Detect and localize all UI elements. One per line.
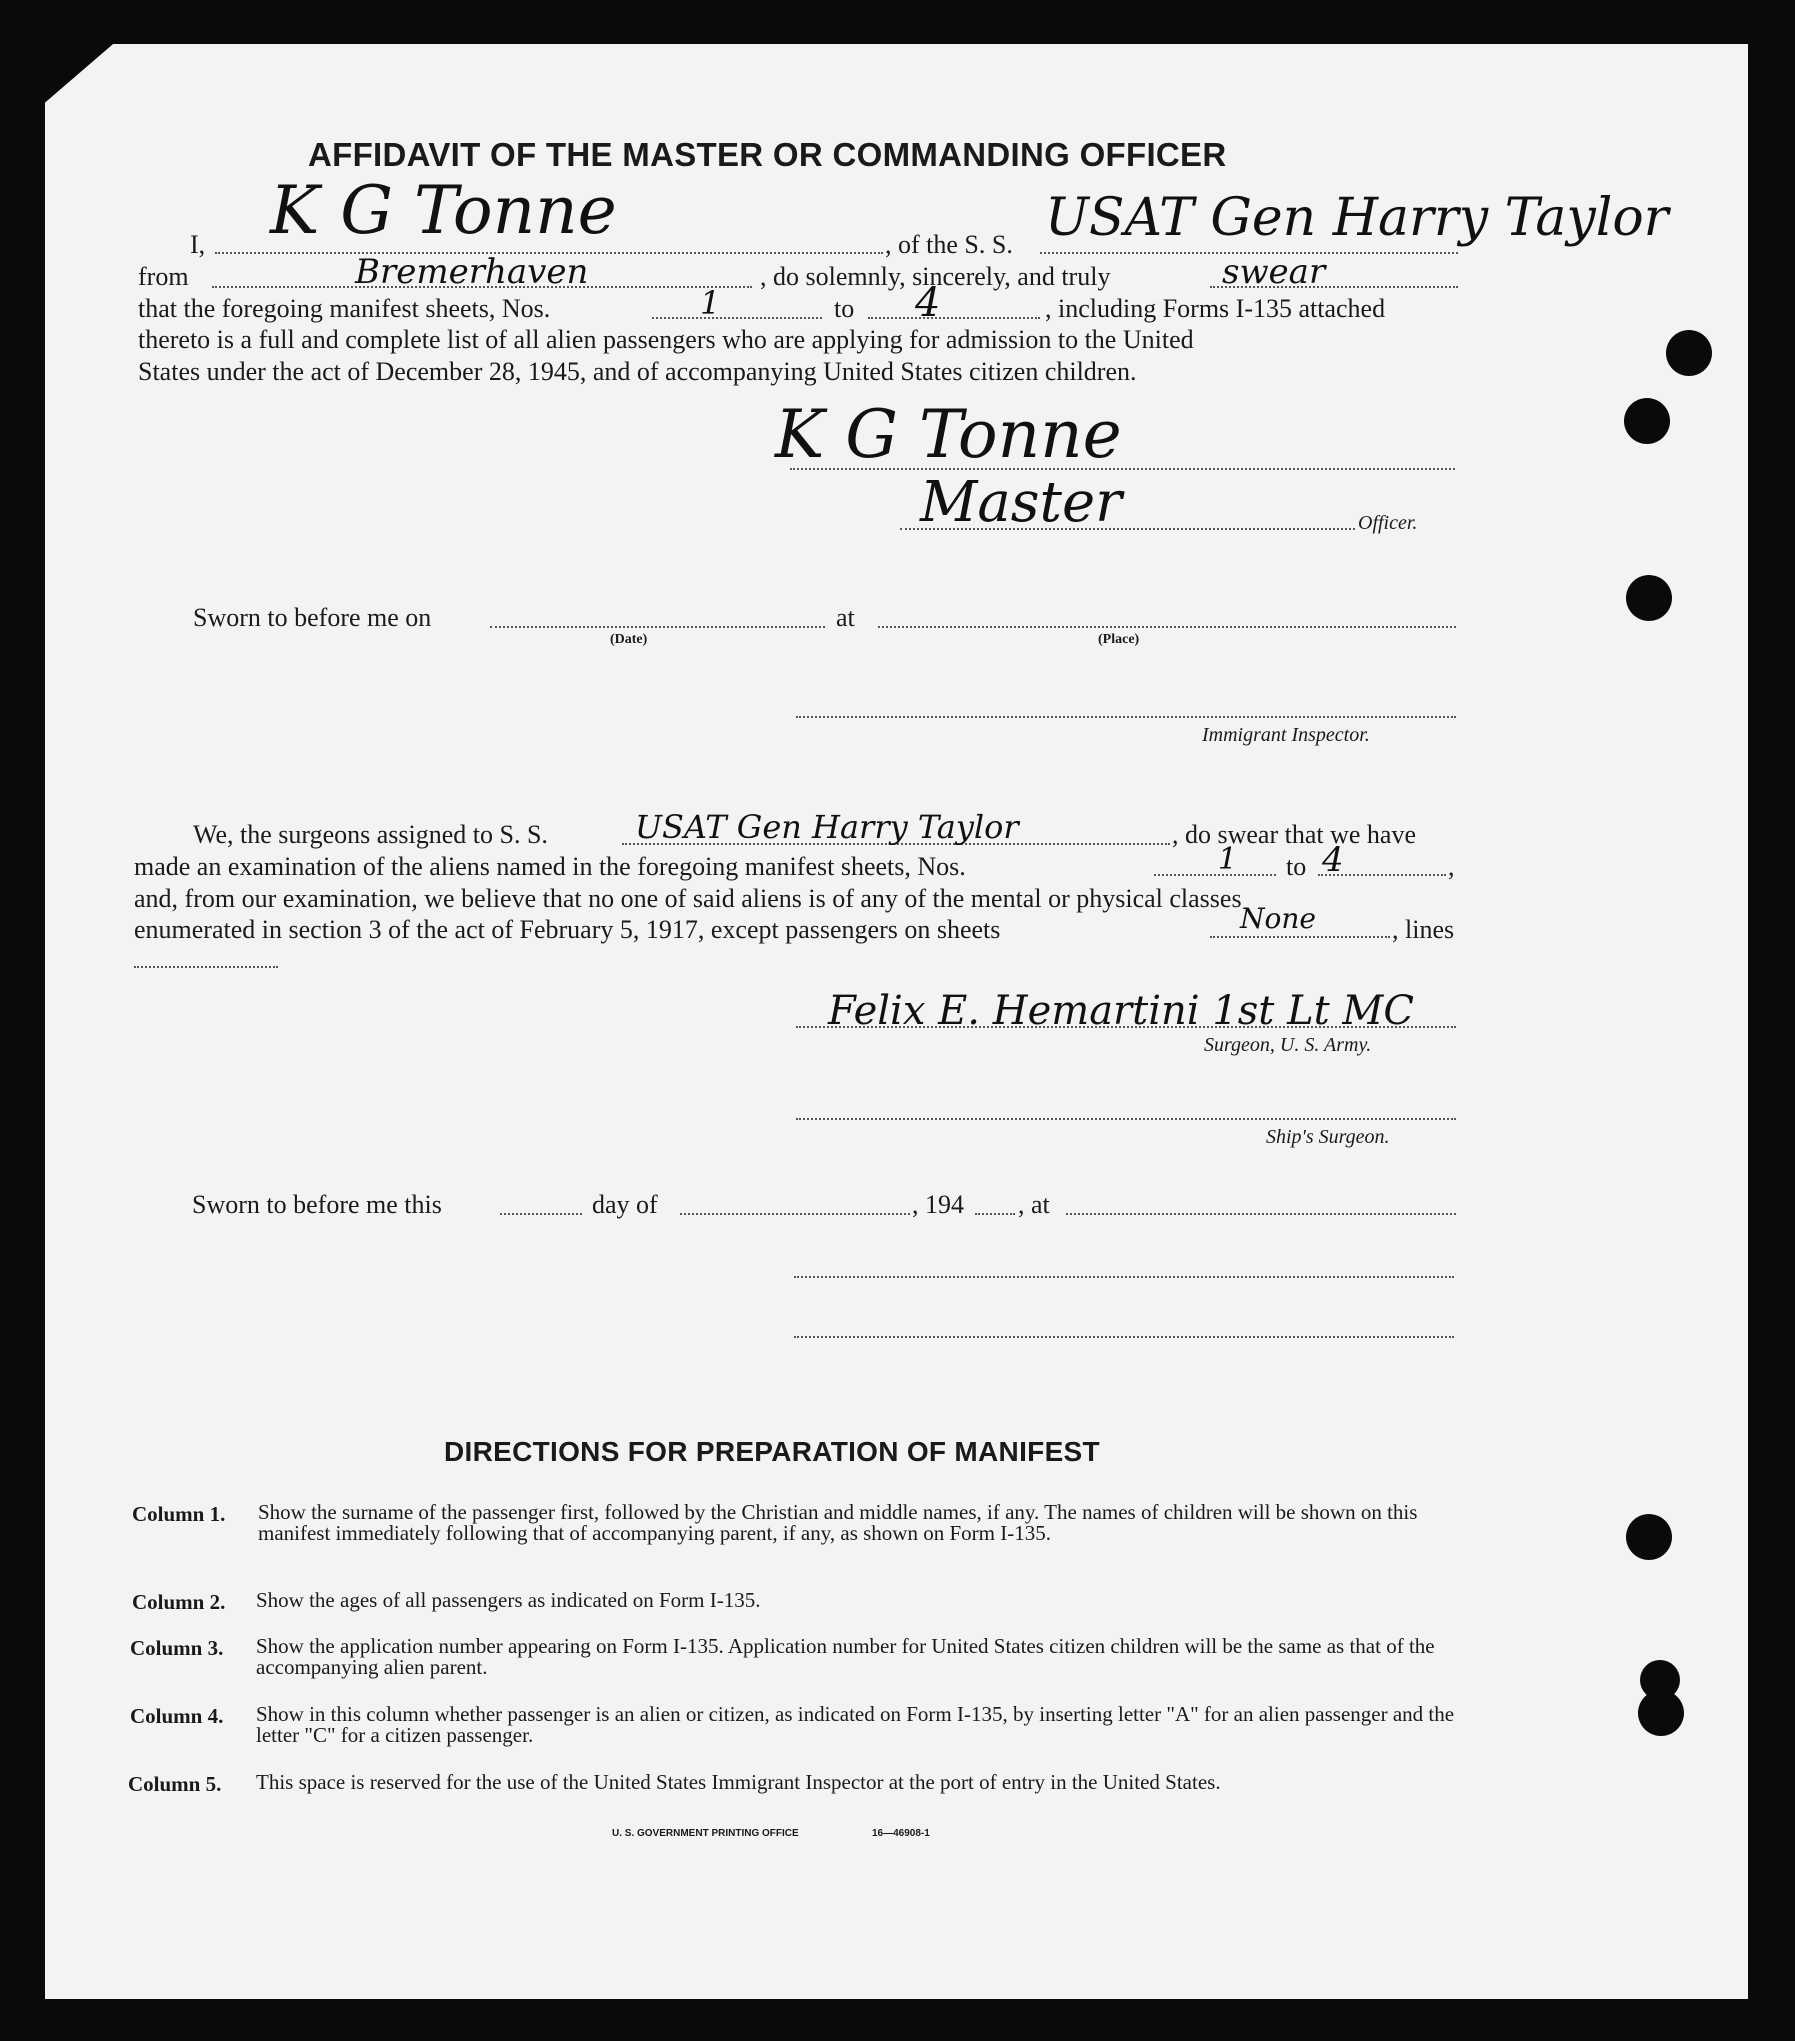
sworn-month-field xyxy=(680,1213,910,1215)
column-2-label: Column 2. xyxy=(132,1590,226,1614)
surgeon-army-label: Surgeon, U. S. Army. xyxy=(1204,1034,1372,1056)
surgeon-signature: Felix E. Hemartini 1st Lt MC xyxy=(828,988,1414,1034)
surgeons-line-1: We, the surgeons assigned to S. S. xyxy=(193,820,548,849)
surgeons-swear-label: , do swear that we have xyxy=(1172,820,1417,849)
directions-title: DIRECTIONS FOR PREPARATION OF MANIFEST xyxy=(444,1436,1100,1467)
ship-surgeon-line xyxy=(796,1118,1456,1120)
year-label: , 194 xyxy=(912,1190,964,1219)
except-sheets-handwriting: None xyxy=(1240,902,1316,935)
column-5-text: This space is reserved for the use of the United States Immigrant Inspector at the port of entry in the United States. xyxy=(256,1770,1221,1794)
sworn2-signature-line-1 xyxy=(794,1276,1454,1278)
surgeons-line-2: made an examination of the aliens named in the foregoing manifest sheets, Nos. xyxy=(134,852,966,881)
column-1-label: Column 1. xyxy=(132,1502,226,1526)
comma: , xyxy=(1448,852,1455,881)
from-port-handwriting: Bremerhaven xyxy=(355,252,589,292)
ship-surgeon-label: Ship's Surgeon. xyxy=(1266,1126,1390,1148)
inspector-signature-line xyxy=(796,716,1456,718)
i-label: I, xyxy=(190,230,206,259)
sworn2-place-field xyxy=(1066,1213,1456,1215)
ship-name-handwriting: USAT Gen Harry Taylor xyxy=(1045,188,1669,248)
sworn-at-label: at xyxy=(836,603,855,632)
lines-field xyxy=(134,966,278,968)
column-2-text: Show the ages of all passengers as indicated on Form I-135. xyxy=(256,1588,761,1612)
surgeons-sheet-from-field xyxy=(1154,874,1276,876)
manifest-sheets-label: that the foregoing manifest sheets, Nos. xyxy=(138,294,551,323)
forms-attached-label: , including Forms I-135 attached xyxy=(1045,294,1386,323)
column-4-text: Show in this column whether passenger is an alien or citizen, as indicated on Form I-135, by inserting letter "A" for an alien passenger and the letter "C" for a citizen passenger. xyxy=(256,1702,1455,1747)
lines-label: , lines xyxy=(1392,915,1455,944)
punch-hole xyxy=(1638,1690,1684,1736)
sworn2-at-label: , at xyxy=(1018,1190,1050,1219)
from-label: from xyxy=(138,262,189,291)
column-3-text: Show the application number appearing on Form I-135. Application number for United States citizen children will be the same as that of the accompanying alien parent. xyxy=(256,1634,1435,1679)
form-number: 16—46908-1 xyxy=(872,1828,930,1839)
date-caption: (Date) xyxy=(610,632,648,647)
sworn-label: Sworn to before me on xyxy=(193,603,432,632)
sheet-to-field xyxy=(868,317,1040,319)
sworn2-signature-line-2 xyxy=(794,1336,1454,1338)
column-5-label: Column 5. xyxy=(128,1772,222,1796)
place-caption: (Place) xyxy=(1098,632,1140,647)
surgeons-line-3: and, from our examination, we believe that no one of said aliens is of any of the mental or physical classes xyxy=(134,884,1242,913)
officer-label: Officer. xyxy=(1358,512,1418,534)
sworn-date-field xyxy=(490,626,825,628)
punch-hole xyxy=(1626,1514,1672,1560)
affidavit-title: AFFIDAVIT OF THE MASTER OR COMMANDING OFFICER xyxy=(308,136,1227,173)
column-1-text: Show the surname of the passenger first, followed by the Christian and middle names, if any. The names of children will be shown on this manifest immediately following that of accompanying parent, if any, as shown on Form I-135. xyxy=(258,1500,1418,1545)
master-name-handwriting: K G Tonne xyxy=(270,172,617,249)
sworn-this-label: Sworn to before me this xyxy=(192,1190,442,1219)
surgeons-sheet-to-handwriting: 4 xyxy=(1322,840,1344,880)
solemnly-label: , do solemnly, sincerely, and truly xyxy=(760,262,1111,291)
punch-hole xyxy=(1666,330,1712,376)
printer-label: U. S. GOVERNMENT PRINTING OFFICE xyxy=(612,1828,799,1839)
surgeons-ship-handwriting: USAT Gen Harry Taylor xyxy=(635,808,1019,846)
sworn-year-field xyxy=(975,1213,1015,1215)
punch-hole xyxy=(1624,398,1670,444)
column-4-label: Column 4. xyxy=(130,1704,224,1728)
sheet-from-field xyxy=(652,317,822,319)
master-signature: K G Tonne xyxy=(775,396,1122,473)
oath-handwriting: swear xyxy=(1222,252,1326,292)
surgeons-to-label: to xyxy=(1286,852,1307,881)
sworn-day-field xyxy=(500,1213,582,1215)
sheet-from-handwriting: 1 xyxy=(700,284,721,322)
column-3-label: Column 3. xyxy=(130,1636,224,1660)
sworn-place-field xyxy=(878,626,1456,628)
affidavit-line-4: thereto is a full and complete list of all alien passengers who are applying for admission to the United xyxy=(138,325,1194,354)
except-sheets-field xyxy=(1210,936,1390,938)
day-of-label: day of xyxy=(592,1190,658,1219)
rank-handwriting: Master xyxy=(920,470,1122,535)
affidavit-line-5: States under the act of December 28, 1945, and of accompanying United States citizen children. xyxy=(138,357,1137,386)
to-label: to xyxy=(834,294,855,323)
immigrant-inspector-label: Immigrant Inspector. xyxy=(1202,724,1370,746)
punch-hole xyxy=(1626,575,1672,621)
surgeons-sheet-from-handwriting: 1 xyxy=(1218,842,1238,877)
surgeons-line-4: enumerated in section 3 of the act of February 5, 1917, except passengers on sheets xyxy=(134,915,1001,944)
of-ss-label: , of the S. S. xyxy=(885,230,1013,259)
sheet-to-handwriting: 4 xyxy=(915,280,941,326)
